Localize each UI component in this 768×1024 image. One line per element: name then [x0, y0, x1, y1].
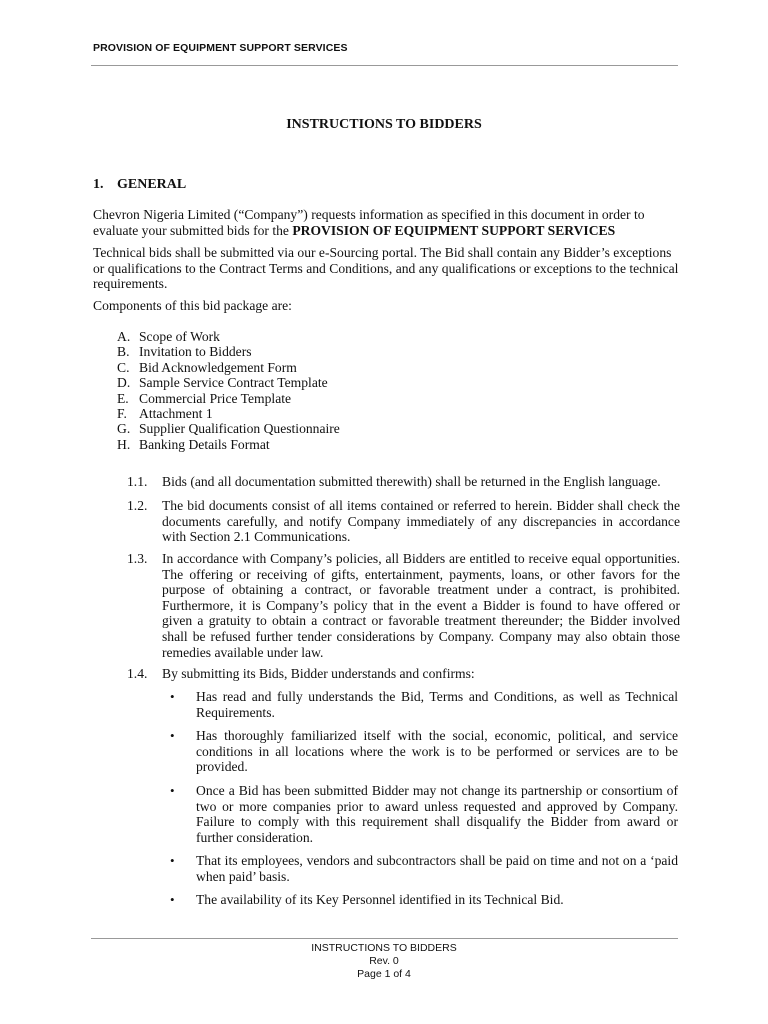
list-item [117, 406, 340, 421]
clause-1-3 [127, 551, 680, 660]
section-number: 1. [93, 177, 104, 192]
clause-text: The bid documents consist of all items contained or referred to herein. Bidder shall check the documents carefully, and notify Company immediately of any discrepancies in accordance with Section 2.1 Communications. [162, 498, 680, 545]
bullet-text: That its employees, vendors and subcontractors shall be paid on time and not on a ‘paid when paid’ basis. [196, 853, 678, 884]
clause-1-2 [127, 498, 680, 545]
list-letter: E. [117, 390, 129, 406]
bullet-item [170, 689, 678, 720]
footer-divider [91, 938, 678, 939]
clause-number: 1.2. [127, 498, 148, 513]
components-intro: Components of this bid package are: [93, 298, 292, 313]
list-item [117, 360, 340, 375]
list-text: Banking Details Format [139, 436, 270, 452]
bullet-item [170, 853, 678, 884]
footer-page-number: Page 1 of 4 [357, 968, 411, 980]
bullet-icon: • [170, 689, 175, 704]
bullet-text: The availability of its Key Personnel identified in its Technical Bid. [196, 892, 564, 907]
list-item [117, 329, 340, 344]
list-text: Bid Acknowledgement Form [139, 359, 297, 375]
list-item [117, 391, 340, 406]
bullet-icon: • [170, 853, 175, 868]
running-header: PROVISION OF EQUIPMENT SUPPORT SERVICES [93, 42, 348, 54]
clause-text: In accordance with Company’s policies, all Bidders are entitled to receive equal opportunities. The offering or receiving of gifts, entertainment, payments, loans, or other favors for the purpose of obtaining a contract, or favorable treatment under a contract, is prohibited. Furthermore, it is Company’s policy that in the event a Bidder is found to have offered or given a gratuity to obtain a contract or favorable treatment thereunder; the Bidder involved shall be refused further tender considerations by Company. Company may also obtain those remedies available under law. [162, 551, 680, 660]
components-list [117, 329, 340, 452]
bullet-item [170, 892, 678, 908]
bullet-item [170, 728, 678, 775]
list-text: Attachment 1 [139, 406, 213, 422]
section-title: GENERAL [117, 177, 187, 192]
list-item [117, 344, 340, 359]
intro-text: Chevron Nigeria Limited (“Company”) requests information as specified in this document in order to evaluate your submitted bids for the [93, 207, 645, 238]
submission-paragraph: Technical bids shall be submitted via our e-Sourcing portal. The Bid shall contain any Bidder’s exceptions or qualifications to the Contract Terms and Conditions, and any qualifications or exceptions to the technical requirements. [93, 245, 679, 292]
list-text: Invitation to Bidders [139, 344, 252, 360]
list-letter: A. [117, 329, 131, 344]
list-letter: G. [117, 421, 131, 437]
bullet-icon: • [170, 728, 175, 743]
list-item [117, 375, 340, 390]
section-heading [93, 177, 186, 193]
footer-revision: Rev. 0 [369, 955, 399, 967]
clause-number: 1.4. [127, 666, 148, 681]
intro-bold-text: PROVISION OF EQUIPMENT SUPPORT SERVICES [292, 222, 616, 238]
list-item [117, 437, 340, 452]
list-text: Commercial Price Template [139, 390, 292, 406]
list-letter: C. [117, 359, 130, 375]
bullet-icon: • [170, 892, 175, 907]
list-letter: D. [117, 375, 131, 391]
list-letter: F. [117, 406, 127, 422]
clause-number: 1.3. [127, 551, 148, 566]
bullet-item [170, 783, 678, 845]
bullet-text: Once a Bid has been submitted Bidder may not change its partnership or consortium of two or more companies prior to award unless requested and approved by Company. Failure to comply with this requirement shall disqualify the Bidder from award or further consideration. [196, 783, 678, 845]
list-item [117, 421, 340, 436]
clause-1-1 [127, 474, 680, 490]
bullet-text: Has read and fully understands the Bid, Terms and Conditions, as well as Technical Requirements. [196, 689, 678, 720]
list-text: Scope of Work [139, 329, 220, 344]
document-title: INSTRUCTIONS TO BIDDERS [286, 117, 482, 132]
clause-1-4 [127, 666, 680, 682]
list-text: Sample Service Contract Template [139, 375, 328, 391]
intro-paragraph [93, 207, 680, 238]
list-text: Supplier Qualification Questionnaire [139, 421, 340, 437]
footer-title: INSTRUCTIONS TO BIDDERS [311, 942, 457, 954]
clause-number: 1.1. [127, 474, 148, 489]
clause-text: By submitting its Bids, Bidder understands and confirms: [162, 666, 475, 681]
list-letter: H. [117, 436, 131, 452]
bullet-icon: • [170, 783, 175, 798]
bullet-text: Has thoroughly familiarized itself with the social, economic, political, and service conditions in all locations where the work is to be performed or services are to be provided. [196, 728, 678, 775]
header-divider [91, 65, 678, 66]
list-letter: B. [117, 344, 130, 360]
clause-text: Bids (and all documentation submitted therewith) shall be returned in the English language. [162, 474, 661, 489]
